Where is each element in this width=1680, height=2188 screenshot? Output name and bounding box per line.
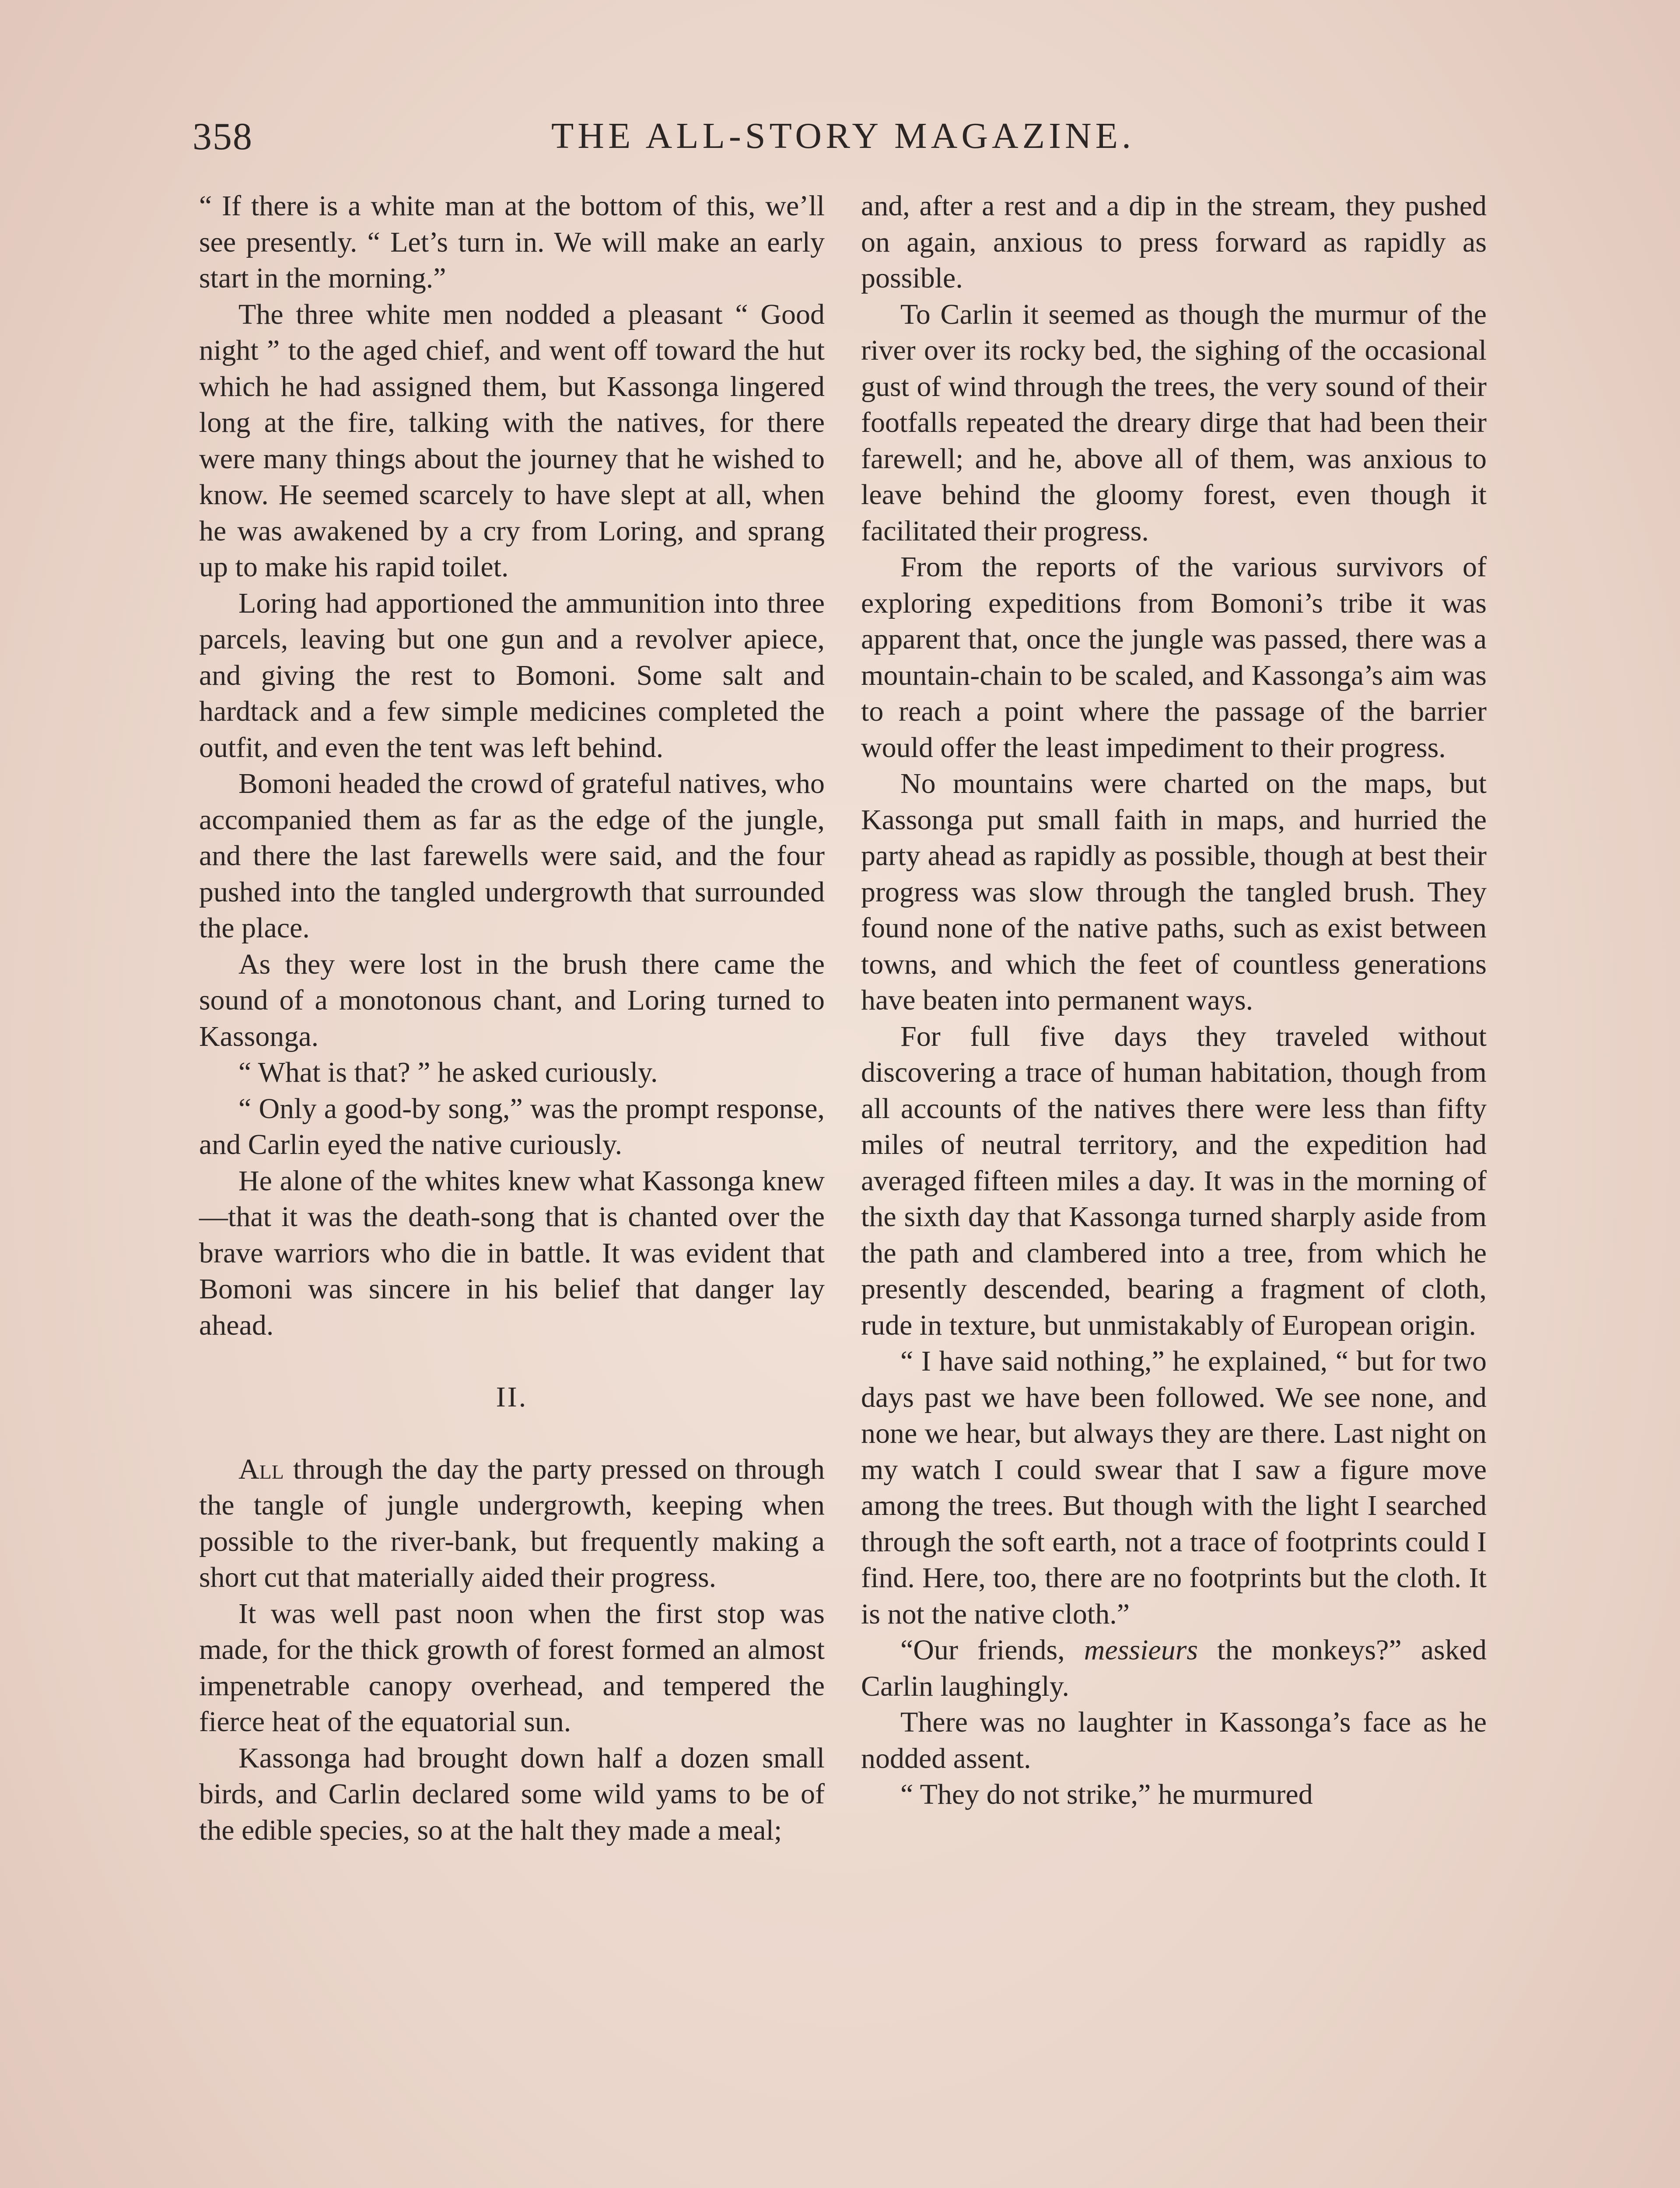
paragraph: Bomoni headed the crowd of grateful natives, who accompanied them as far as the edge of the jungle, and there the last farewells were said, and the four pushed into the tangled undergrowth that surrounded the place. (199, 768, 825, 944)
paragraph: He alone of the whites knew what Kassonga knew—that it was the death-song that is chanted over the brave warriors who die in battle. It was evident that Bomoni was sincere in his belief that danger lay ahead. (199, 1164, 825, 1341)
paragraph (861, 1632, 1487, 1704)
page-number: 358 (192, 116, 253, 158)
section-opening-paragraph (199, 1452, 825, 1596)
paragraph: No mountains were charted on the maps, but Kassonga put small faith in maps, and hurried the party ahead as rapidly as possible, though at best their progress was slow through the tangled brush. They found none of the native paths, such as exist between towns, and which the feet of countless generations have beaten into permanent ways. (861, 768, 1487, 1016)
paragraph: For full five days they traveled without discovering a trace of human habitation, though from all accounts of the natives there were less than fifty miles of neutral territory, and the expedition had averaged fifteen miles a day. It was in the morning of the sixth day that Kassonga turned sharply aside from the path and clambered into a tree, from which he presently descended, bearing a fragment of cloth, rude in texture, but unmistakably of European origin. (861, 1020, 1487, 1341)
paragraph: Kassonga had brought down half a dozen small birds, and Carlin declared some wild yams to be of the edible species, so at the halt they made a meal; (199, 1742, 825, 1846)
paragraph: As they were lost in the brush there came the sound of a monotonous chant, and Loring turned to Kassonga. (199, 948, 825, 1052)
paragraph: “ Only a good-by song,” was the prompt response, and Carlin eyed the native curiously. (199, 1092, 825, 1161)
text-run: the monkeys?” asked Carlin laughingly. (861, 1634, 1487, 1702)
paragraph: It was well past noon when the first stop was made, for the thick growth of forest formed an almost impenetrable canopy overhead, and tempered the fierce heat of the equatorial sun. (199, 1597, 825, 1738)
running-title: THE ALL-STORY MAGAZINE. (551, 116, 1135, 156)
paragraph: The three white men nodded a pleasant “ Good night ” to the aged chief, and went off toward the hut which he had assigned them, but Kassonga lingered long at the fire, talking with the natives, for there were many things about the journey that he wished to know. He seemed scarcely to have slept at all, when he was awakened by a cry from Loring, and sprang up to make his rapid toilet. (199, 298, 825, 583)
drop-word: All (238, 1453, 284, 1485)
section-heading: II. (496, 1381, 528, 1413)
section-opening-text: through the day the party pressed on through the tangle of jungle undergrowth, keeping when possible to the river-bank, but frequently making a short cut that materially aided their progress. (199, 1453, 825, 1593)
continued-paragraph: and, after a rest and a dip in the stream, they pushed on again, anxious to press forward as rapidly as possible. (861, 190, 1487, 294)
right-column (861, 188, 1487, 1813)
paragraph: From the reports of the various survivors of exploring expeditions from Bomoni’s tribe it was apparent that, once the jungle was passed, there was a mountain-chain to be scaled, and Kassonga’s aim was to reach a point where the passage of the barrier would offer the least impediment to their progress. (861, 551, 1487, 764)
text-run: “Our friends, (900, 1634, 1084, 1666)
paragraph: Loring had apportioned the ammunition into three parcels, leaving but one gun and a revolver apiece, and giving the rest to Bomoni. Some salt and hardtack and a few simple medicines completed the outfit, and even the tent was left behind. (199, 587, 825, 764)
paragraph: “ What is that? ” he asked curiously. (238, 1056, 658, 1088)
paragraph: “ If there is a white man at the bottom of this, we’ll see presently. “ Let’s turn in. We will make an early start in the morning.” (199, 190, 825, 294)
page-header (192, 115, 1505, 167)
paragraph: “ They do not strike,” he murmured (900, 1778, 1313, 1810)
paragraph: There was no laughter in Kassonga’s face as he nodded assent. (861, 1706, 1487, 1774)
paragraph: “ I have said nothing,” he explained, “ but for two days past we have been followed. We see none, and none we hear, but always they are there. Last night on my watch I could swear that I saw a figure move among the trees. But though with the light I searched through the soft earth, not a trace of footprints could I find. Here, too, there are no footprints but the cloth. It is not the native cloth.” (861, 1345, 1487, 1630)
italic-word: messieurs (1084, 1634, 1198, 1666)
paragraph: To Carlin it seemed as though the murmur of the river over its rocky bed, the sighing of the occasional gust of wind through the trees, the very sound of their footfalls repeated the dreary dirge that had been their farewell; and he, above all of them, was anxious to leave behind the gloomy forest, even though it facilitated their progress. (861, 298, 1487, 547)
left-column (199, 188, 825, 1848)
